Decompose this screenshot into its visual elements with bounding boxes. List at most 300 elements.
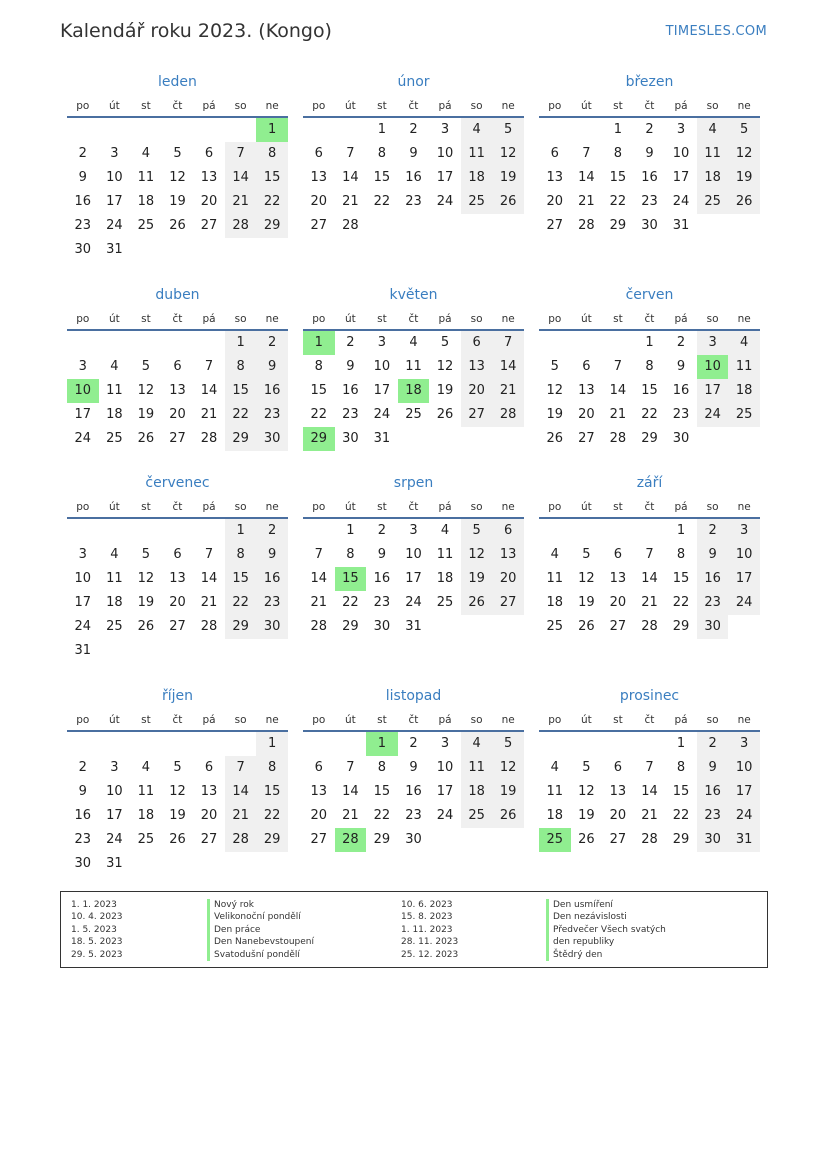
day-cell: 16: [74, 194, 92, 209]
empty-cell: [193, 519, 225, 543]
day-grid: [303, 519, 524, 639]
day-cell: 5: [173, 146, 182, 161]
day-cell: 13: [578, 383, 595, 398]
day-cell: 15: [373, 784, 391, 799]
day-cell: 27: [310, 218, 328, 233]
day-cell: 7: [645, 547, 654, 562]
day-cell: 21: [641, 595, 658, 610]
weekday-label: so: [470, 313, 483, 325]
month-listopad: [303, 686, 524, 852]
month-červenec: [67, 473, 288, 663]
day-cell: 8: [645, 359, 654, 374]
day-cell: 24: [106, 832, 123, 847]
weekday-label: čt: [172, 313, 183, 325]
day-cell: 14: [342, 170, 359, 185]
day-cell: 21: [200, 595, 218, 610]
weekday-label: po: [548, 501, 562, 513]
empty-cell: [67, 331, 99, 355]
day-grid: [303, 732, 524, 852]
day-cell: 11: [546, 571, 564, 586]
day-cell: 31: [672, 218, 690, 233]
weekday-label: út: [344, 313, 356, 325]
empty-cell: [193, 732, 225, 756]
empty-cell: [539, 519, 571, 543]
day-cell: 26: [492, 804, 524, 828]
day-cell: 1: [256, 732, 288, 756]
day-cell: 12: [578, 571, 595, 586]
weekday-header: [67, 497, 288, 519]
legend-holiday-name: Nový rok: [207, 899, 314, 911]
legend-date: 29. 5. 2023: [71, 949, 123, 960]
month-červen: [539, 285, 760, 451]
day-cell: 23: [405, 194, 422, 209]
day-cell: 6: [173, 359, 182, 374]
day-cell: 20: [578, 407, 595, 422]
day-cell: 7: [204, 547, 214, 562]
day-cell: 13: [609, 784, 627, 799]
day-grid: [539, 331, 760, 451]
month-name: prosinec: [619, 688, 680, 704]
page-title: Kalendář roku 2023. (Kongo): [60, 20, 332, 42]
day-cell: 7: [346, 760, 355, 775]
day-cell: 14: [342, 784, 359, 799]
day-cell: 7: [613, 359, 623, 374]
holiday-day-cell: 1: [366, 732, 398, 756]
day-cell: 23: [697, 804, 729, 828]
day-cell: 7: [225, 142, 257, 166]
day-cell: 23: [697, 591, 729, 615]
weekday-label: so: [234, 100, 247, 112]
day-cell: 5: [492, 732, 524, 756]
legend-holiday-name: Den práce: [207, 924, 314, 936]
day-cell: 24: [728, 804, 760, 828]
weekday-label: út: [580, 714, 592, 726]
day-cell: 22: [310, 407, 328, 422]
weekday-label: pá: [202, 501, 216, 513]
day-cell: 27: [169, 431, 186, 446]
day-cell: 30: [405, 832, 422, 847]
weekday-label: ne: [501, 313, 515, 325]
empty-cell: [602, 331, 634, 355]
weekday-label: út: [344, 714, 356, 726]
month-name: září: [636, 475, 663, 491]
day-cell: 27: [200, 832, 218, 847]
weekday-header: [67, 96, 288, 118]
holiday-day-cell: 10: [697, 355, 729, 379]
day-cell: 11: [546, 784, 564, 799]
day-cell: 25: [106, 431, 123, 446]
day-cell: 17: [436, 170, 454, 185]
day-cell: 31: [106, 242, 123, 257]
day-cell: 2: [377, 523, 387, 538]
day-cell: 4: [141, 146, 151, 161]
day-cell: 8: [256, 756, 288, 780]
empty-cell: [571, 118, 603, 142]
day-cell: 29: [256, 828, 288, 852]
weekday-label: so: [234, 501, 247, 513]
day-cell: 31: [405, 619, 422, 634]
empty-cell: [99, 732, 131, 756]
day-cell: 27: [609, 832, 627, 847]
empty-cell: [130, 118, 162, 142]
day-cell: 24: [436, 808, 454, 823]
day-cell: 18: [546, 595, 564, 610]
holiday-day-cell: 18: [398, 379, 430, 403]
month-leden: [67, 72, 288, 262]
day-cell: 14: [641, 784, 658, 799]
holiday-day-cell: 25: [539, 828, 571, 852]
weekday-label: út: [344, 100, 356, 112]
day-cell: 19: [461, 567, 493, 591]
day-grid: [303, 118, 524, 238]
day-cell: 26: [137, 431, 155, 446]
day-cell: 16: [405, 170, 422, 185]
day-cell: 28: [492, 403, 524, 427]
day-cell: 9: [377, 547, 387, 562]
day-cell: 1: [613, 122, 623, 137]
day-cell: 23: [256, 591, 288, 615]
day-cell: 16: [256, 567, 288, 591]
weekday-label: ne: [737, 714, 751, 726]
day-cell: 3: [676, 122, 686, 137]
day-cell: 3: [697, 331, 729, 355]
day-cell: 12: [461, 543, 493, 567]
day-cell: 4: [110, 547, 119, 562]
day-cell: 16: [697, 780, 729, 804]
weekday-header: [539, 96, 760, 118]
brand-link[interactable]: TIMESLES.COM: [665, 24, 767, 39]
day-cell: 26: [578, 619, 595, 634]
day-grid: [539, 118, 760, 238]
day-cell: 1: [225, 519, 257, 543]
day-cell: 29: [256, 214, 288, 238]
day-cell: 6: [314, 146, 323, 161]
day-grid: [67, 118, 288, 262]
day-cell: 15: [672, 784, 690, 799]
day-cell: 20: [169, 595, 186, 610]
legend-names-col-1: [207, 899, 314, 961]
day-cell: 11: [461, 756, 493, 780]
day-cell: 20: [609, 595, 627, 610]
weekday-label: čt: [408, 100, 419, 112]
day-grid: [539, 519, 760, 639]
day-cell: 30: [697, 828, 729, 852]
legend-date: 1. 1. 2023: [71, 900, 117, 910]
day-cell: 30: [373, 619, 391, 634]
day-cell: 22: [256, 190, 288, 214]
weekday-label: so: [706, 501, 719, 513]
day-cell: 12: [137, 383, 155, 398]
day-cell: 9: [409, 760, 418, 775]
month-name: srpen: [393, 475, 434, 491]
day-cell: 9: [645, 146, 654, 161]
day-grid: [303, 331, 524, 451]
day-cell: 28: [200, 431, 218, 446]
day-cell: 9: [697, 543, 729, 567]
day-cell: 21: [225, 804, 257, 828]
day-cell: 19: [578, 808, 595, 823]
month-duben: [67, 285, 288, 451]
holiday-day-cell: 28: [335, 828, 367, 852]
day-cell: 19: [436, 383, 454, 398]
day-cell: 1: [676, 736, 686, 751]
day-cell: 25: [546, 619, 564, 634]
weekday-label: út: [108, 313, 120, 325]
weekday-label: ne: [265, 501, 279, 513]
day-cell: 10: [373, 359, 391, 374]
day-cell: 7: [225, 756, 257, 780]
day-cell: 5: [492, 118, 524, 142]
day-cell: 29: [672, 619, 690, 634]
day-cell: 19: [546, 407, 564, 422]
day-cell: 12: [169, 784, 186, 799]
day-cell: 30: [342, 431, 359, 446]
day-cell: 15: [310, 383, 328, 398]
day-cell: 18: [461, 780, 493, 804]
weekday-label: st: [377, 501, 387, 513]
day-cell: 15: [225, 567, 257, 591]
day-cell: 29: [672, 832, 690, 847]
day-cell: 16: [373, 571, 391, 586]
day-cell: 23: [641, 194, 658, 209]
day-cell: 13: [169, 383, 186, 398]
weekday-label: so: [706, 714, 719, 726]
day-cell: 23: [672, 407, 690, 422]
day-cell: 4: [409, 335, 418, 350]
day-cell: 30: [672, 431, 690, 446]
day-cell: 27: [169, 619, 186, 634]
day-cell: 2: [697, 519, 729, 543]
day-cell: 18: [137, 808, 155, 823]
day-cell: 25: [106, 619, 123, 634]
day-cell: 2: [645, 122, 654, 137]
day-cell: 5: [141, 359, 151, 374]
legend-holiday-name: den republiky: [546, 936, 666, 948]
legend-holiday-name: Velikonoční pondělí: [207, 911, 314, 923]
day-cell: 25: [137, 218, 155, 233]
day-cell: 23: [405, 808, 422, 823]
day-cell: 7: [346, 146, 355, 161]
empty-cell: [571, 732, 603, 756]
day-cell: 20: [310, 194, 328, 209]
day-cell: 24: [672, 194, 690, 209]
day-cell: 18: [697, 166, 729, 190]
holiday-day-cell: 10: [67, 379, 99, 403]
legend-holiday-name: Den nezávislosti: [546, 911, 666, 923]
day-cell: 24: [373, 407, 391, 422]
empty-cell: [602, 519, 634, 543]
empty-cell: [193, 331, 225, 355]
weekday-label: ne: [501, 714, 515, 726]
day-cell: 14: [492, 355, 524, 379]
weekday-label: út: [580, 100, 592, 112]
day-cell: 18: [137, 194, 155, 209]
month-name: červenec: [145, 475, 210, 491]
day-cell: 17: [405, 571, 422, 586]
day-cell: 17: [74, 407, 92, 422]
day-cell: 15: [256, 166, 288, 190]
day-cell: 18: [436, 571, 454, 586]
legend-date: 25. 12. 2023: [401, 949, 459, 960]
day-cell: 19: [578, 595, 595, 610]
day-cell: 3: [440, 736, 450, 751]
day-grid: [67, 331, 288, 451]
day-cell: 30: [74, 242, 92, 257]
day-cell: 20: [200, 194, 218, 209]
day-cell: 14: [310, 571, 328, 586]
day-cell: 12: [169, 170, 186, 185]
weekday-label: po: [76, 313, 90, 325]
month-name: duben: [155, 287, 200, 303]
day-cell: 5: [173, 760, 182, 775]
day-cell: 31: [106, 856, 123, 871]
day-cell: 22: [373, 194, 391, 209]
empty-cell: [130, 732, 162, 756]
day-cell: 25: [697, 190, 729, 214]
day-cell: 12: [492, 142, 524, 166]
day-cell: 5: [582, 547, 591, 562]
day-cell: 18: [728, 379, 760, 403]
day-cell: 14: [225, 166, 257, 190]
month-name: březen: [625, 74, 674, 90]
weekday-label: po: [548, 313, 562, 325]
legend-date: 28. 11. 2023: [401, 937, 459, 948]
day-cell: 25: [461, 804, 493, 828]
day-cell: 1: [225, 331, 257, 355]
day-cell: 26: [578, 832, 595, 847]
legend-holiday-name: Den Nanebevstoupení: [207, 936, 314, 948]
day-cell: 4: [461, 732, 493, 756]
holiday-day-cell: 1: [256, 118, 288, 142]
weekday-label: pá: [438, 100, 452, 112]
day-cell: 6: [204, 146, 214, 161]
day-cell: 7: [492, 331, 524, 355]
day-cell: 11: [697, 142, 729, 166]
weekday-label: út: [108, 501, 120, 513]
day-cell: 11: [436, 547, 454, 562]
weekday-label: so: [470, 714, 483, 726]
day-cell: 10: [436, 760, 454, 775]
day-cell: 6: [204, 760, 214, 775]
empty-cell: [539, 732, 571, 756]
legend-holiday-name: Štědrý den: [546, 949, 666, 961]
holiday-day-cell: 1: [303, 331, 335, 355]
day-cell: 19: [492, 780, 524, 804]
day-cell: 16: [256, 379, 288, 403]
day-cell: 17: [106, 194, 123, 209]
day-cell: 20: [492, 567, 524, 591]
day-cell: 12: [436, 359, 454, 374]
weekday-label: po: [312, 313, 326, 325]
day-cell: 14: [225, 780, 257, 804]
day-cell: 16: [641, 170, 658, 185]
day-cell: 6: [613, 760, 623, 775]
weekday-label: po: [548, 714, 562, 726]
day-cell: 7: [204, 359, 214, 374]
day-cell: 14: [578, 170, 595, 185]
month-prosinec: [539, 686, 760, 852]
day-cell: 9: [346, 359, 355, 374]
day-cell: 15: [641, 383, 658, 398]
day-cell: 7: [645, 760, 654, 775]
day-cell: 24: [74, 619, 92, 634]
day-cell: 22: [609, 194, 627, 209]
day-cell: 1: [346, 523, 355, 538]
day-cell: 22: [225, 403, 257, 427]
day-cell: 13: [169, 571, 186, 586]
day-cell: 7: [582, 146, 591, 161]
weekday-label: čt: [644, 313, 655, 325]
weekday-label: čt: [172, 100, 183, 112]
day-cell: 5: [582, 760, 591, 775]
day-cell: 16: [74, 808, 92, 823]
weekday-header: [539, 710, 760, 732]
day-cell: 4: [728, 331, 760, 355]
day-cell: 12: [492, 756, 524, 780]
day-cell: 14: [200, 571, 218, 586]
holiday-legend: [60, 891, 768, 968]
day-cell: 6: [613, 547, 623, 562]
day-cell: 24: [728, 591, 760, 615]
weekday-label: st: [613, 100, 623, 112]
day-cell: 15: [609, 170, 627, 185]
weekday-label: út: [344, 501, 356, 513]
day-cell: 11: [461, 142, 493, 166]
day-cell: 27: [546, 218, 564, 233]
day-cell: 25: [461, 190, 493, 214]
weekday-label: po: [312, 501, 326, 513]
day-cell: 21: [342, 194, 359, 209]
day-cell: 16: [672, 383, 690, 398]
legend-dates-col-1: [71, 899, 123, 961]
weekday-label: ne: [737, 313, 751, 325]
day-cell: 22: [672, 808, 690, 823]
day-cell: 4: [550, 547, 559, 562]
day-cell: 8: [256, 142, 288, 166]
weekday-label: st: [613, 714, 623, 726]
day-cell: 8: [613, 146, 623, 161]
empty-cell: [99, 118, 131, 142]
day-cell: 24: [405, 595, 422, 610]
day-cell: 30: [641, 218, 658, 233]
empty-cell: [634, 732, 666, 756]
day-cell: 22: [641, 407, 658, 422]
day-cell: 21: [310, 595, 328, 610]
day-cell: 22: [373, 808, 391, 823]
day-cell: 3: [377, 335, 387, 350]
day-cell: 21: [492, 379, 524, 403]
day-cell: 29: [342, 619, 359, 634]
day-cell: 2: [676, 335, 686, 350]
day-cell: 13: [461, 355, 493, 379]
month-říjen: [67, 686, 288, 876]
day-cell: 15: [373, 170, 391, 185]
day-cell: 24: [106, 218, 123, 233]
day-cell: 4: [550, 760, 559, 775]
legend-dates-col-2: [401, 899, 458, 961]
day-cell: 14: [609, 383, 627, 398]
day-cell: 15: [256, 780, 288, 804]
day-cell: 2: [78, 146, 87, 161]
empty-cell: [571, 519, 603, 543]
weekday-label: út: [580, 313, 592, 325]
weekday-label: ne: [737, 501, 751, 513]
weekday-label: so: [706, 100, 719, 112]
day-cell: 29: [225, 427, 257, 451]
weekday-label: po: [312, 100, 326, 112]
day-cell: 12: [578, 784, 595, 799]
day-cell: 18: [106, 407, 123, 422]
